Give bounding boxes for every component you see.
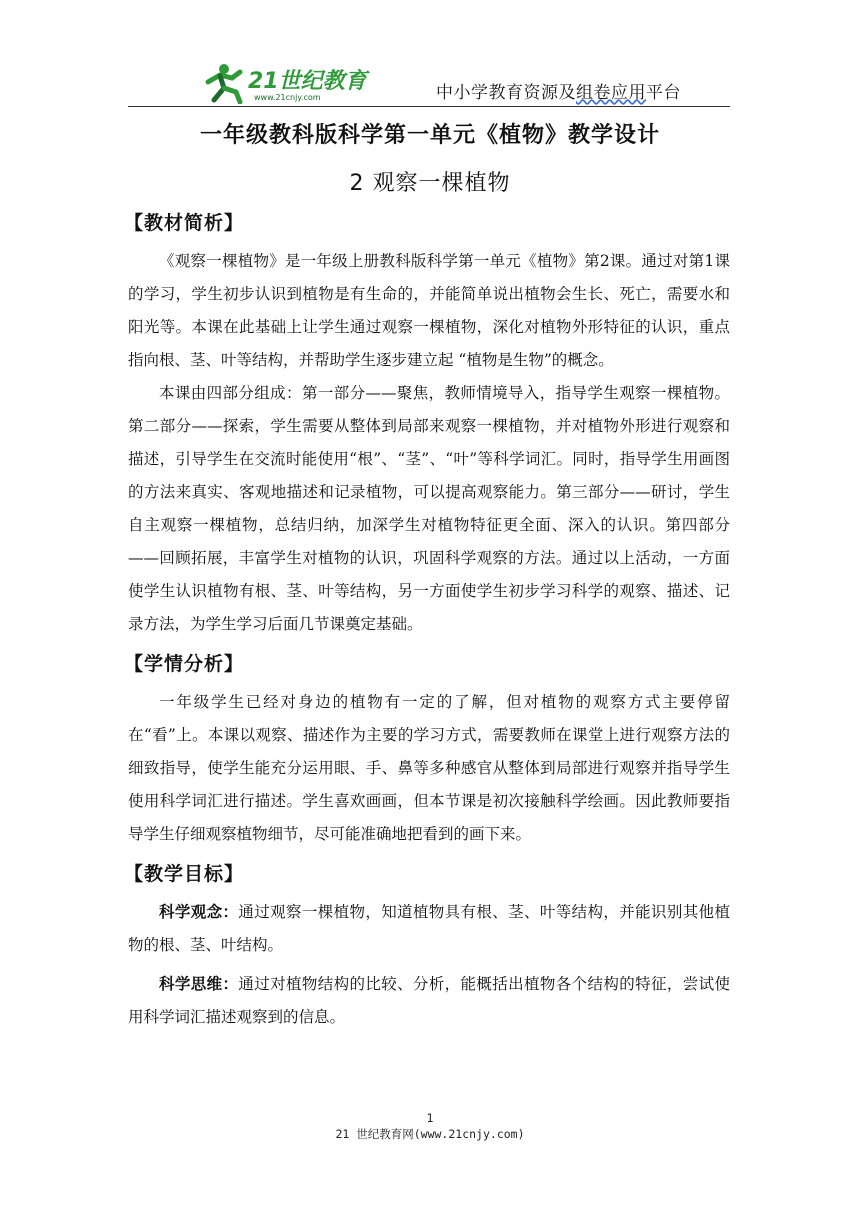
section-heading: 【学情分析】 bbox=[124, 653, 245, 675]
tagline-part: 中小学教育资源及 bbox=[436, 83, 576, 103]
document-body bbox=[124, 202, 730, 1034]
objective-item bbox=[128, 968, 730, 1034]
page-footer bbox=[0, 1110, 860, 1142]
objective-item bbox=[128, 896, 730, 962]
runner-icon bbox=[200, 60, 380, 104]
paragraph: 《观察一棵植物》是一年级上册教科版科学第一单元《植物》第2课。通过对第1课的学习，学生初步认识到植物是有生命的，并能简单说出植物会生长、死亡，需要水和阳光等。本课在此基础上让学生通过观察一棵植物，深化对植物外形特征的认识，重点指向根、茎、叶等结构，并帮助学生逐步建立起 “植物是生物”的概念。 bbox=[128, 252, 730, 369]
page-header bbox=[128, 52, 730, 106]
paragraph: 一年级学生已经对身边的植物有一定的了解，但对植物的观察方式主要停留在“看”上。本课以观察、描述作为主要的学习方式，需要教师在课堂上进行观察方法的细致指导，使学生能充分运用眼、手、鼻等多种感官从整体到局部进行观察并指导学生使用科学词汇进行描述。学生喜欢画画，但本节课是初次接触科学绘画。因此教师要指导学生仔细观察植物细节，尽可能准确地把看到的画下来。 bbox=[128, 693, 730, 843]
objective-label: 科学观念： bbox=[159, 903, 239, 921]
site-logo bbox=[200, 60, 380, 104]
tagline-underlined: 组卷应用 bbox=[576, 83, 646, 103]
document-title: 一年级教科版科学第一单元《植物》教学设计 bbox=[199, 123, 660, 148]
objective-label: 科学思维： bbox=[159, 975, 239, 993]
lesson-title: 2 观察一棵植物 bbox=[349, 171, 511, 196]
header-divider bbox=[128, 106, 730, 107]
section-heading: 【教材简析】 bbox=[124, 212, 245, 234]
tagline-part: 平台 bbox=[646, 83, 681, 103]
logo-text: 21世纪教育 bbox=[248, 69, 367, 94]
section-heading: 【教学目标】 bbox=[124, 863, 245, 885]
objective-text: 通过观察一棵植物，知道植物具有根、茎、叶等结构，并能识别其他植物的根、茎、叶结构。 bbox=[128, 903, 730, 954]
paragraph: 本课由四部分组成：第一部分——聚焦，教师情境导入，指导学生观察一棵植物。第二部分——探索，学生需要从整体到局部来观察一棵植物，并对植物外形进行观察和描述，引导学生在交流时能使用“根”、“茎”、“叶”等科学词汇。同时，指导学生用画图的方法来真实、客观地描述和记录植物，可以提高观察能力。第三部分——研讨，学生自主观察一棵植物，总结归纳，加深学生对植物特征更全面、深入的认识。第四部分——回顾拓展，丰富学生对植物的认识，巩固科学观察的方法。通过以上活动，一方面使学生认识植物有根、茎、叶等结构，另一方面使学生初步学习科学的观察、描述、记录方法，为学生学习后面几节课奠定基础。 bbox=[128, 384, 730, 633]
logo-url: www.21cnjy.com bbox=[254, 93, 321, 102]
footer-site: 21 世纪教育网(www.21cnjy.com) bbox=[335, 1127, 525, 1141]
header-tagline bbox=[436, 78, 681, 103]
objective-text: 通过对植物结构的比较、分析，能概括出植物各个结构的特征，尝试使用科学词汇描述观察到的信息。 bbox=[128, 975, 730, 1026]
page-number: 1 bbox=[426, 1111, 434, 1125]
